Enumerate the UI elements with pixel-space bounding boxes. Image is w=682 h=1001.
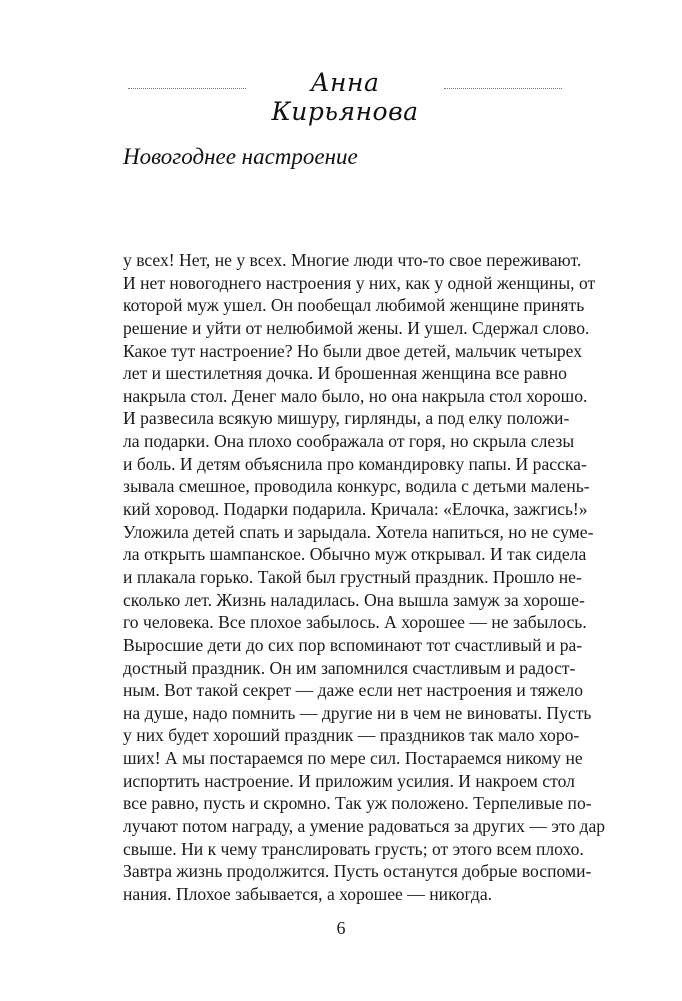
body-line: Завтра жизнь продолжится. Пусть останутся добрые воспоми- <box>123 861 592 882</box>
body-line: решение и уйти от нелюбимой жены. И ушел. Сдержал слово. <box>123 317 590 338</box>
body-line: И нет новогоднего настроения у них, как у одной женщины, от <box>123 272 596 293</box>
body-line: и боль. И детям объяснила про командировку папы. И расска- <box>123 453 587 474</box>
body-line: кий хоровод. Подарки подарила. Кричала: «Елочка, зажгись!» <box>123 499 588 520</box>
running-header-author: Анна Кирьянова <box>271 68 419 126</box>
body-line: свыше. Ни к чему транслировать грусть; от этого всем плохо. <box>123 838 584 859</box>
body-line: зывала смешное, проводила конкурс, водила с детьми малень- <box>123 476 590 497</box>
body-line: ших! А мы постараемся по мере сил. Постараемся никому не <box>123 748 583 769</box>
header-dotted-rule-left <box>128 88 246 89</box>
body-line: Какое тут настроение? Но были двое детей, мальчик четырех <box>123 340 583 361</box>
body-line: все равно, пусть и скромно. Так уж положено. Терпеливые по- <box>123 793 592 814</box>
body-line: достный праздник. Он им запомнился счастливым и радост- <box>123 657 576 678</box>
body-line: нания. Плохое забывается, а хорошее — никогда. <box>123 883 493 904</box>
page-number: 6 <box>336 918 346 938</box>
body-line: ла подарки. Она плохо соображала от горя, но скрыла слезы <box>123 431 575 452</box>
body-text <box>123 249 606 906</box>
body-line: ла открыть шампанское. Обычно муж открывал. И так сидела <box>123 544 587 565</box>
body-line: которой муж ушел. Он пообещал любимой женщине принять <box>123 295 585 316</box>
body-line: и плакала горько. Такой был грустный праздник. Прошло не- <box>123 566 582 587</box>
body-line: ным. Вот такой секрет — даже если нет настроения и тяжело <box>123 680 583 701</box>
body-line: лет и шестилетняя дочка. И брошенная женщина все равно <box>123 363 567 384</box>
body-line: сколько лет. Жизнь наладилась. Она вышла замуж за хороше- <box>123 589 585 610</box>
header-dotted-rule-right <box>444 88 562 89</box>
body-line: лучают потом награду, а умение радоваться за других — это дар <box>123 816 606 837</box>
body-line: го человека. Все плохое забылось. А хорошее — не забылось. <box>123 612 587 633</box>
body-line: испортить настроение. И приложим усилия. И накроем стол <box>123 770 575 791</box>
body-line: у них будет хороший праздник — праздников так мало хоро- <box>123 725 580 746</box>
body-line: у всех! Нет, не у всех. Многие люди что-то свое переживают. <box>123 250 582 270</box>
chapter-title: Новогоднее настроение <box>123 144 358 169</box>
body-line: накрыла стол. Денег мало было, но она накрыла стол хорошо. <box>123 385 588 406</box>
body-line: Уложила детей спать и зарыдала. Хотела напиться, но не суме- <box>123 521 594 542</box>
body-line: Выросшие дети до сих пор вспоминают тот счастливый и ра- <box>123 634 583 655</box>
body-line: И развесила всякую мишуру, гирлянды, а под елку положи- <box>123 408 570 429</box>
body-line: на душе, надо помнить — другие ни в чем не виноваты. Пусть <box>123 702 592 723</box>
